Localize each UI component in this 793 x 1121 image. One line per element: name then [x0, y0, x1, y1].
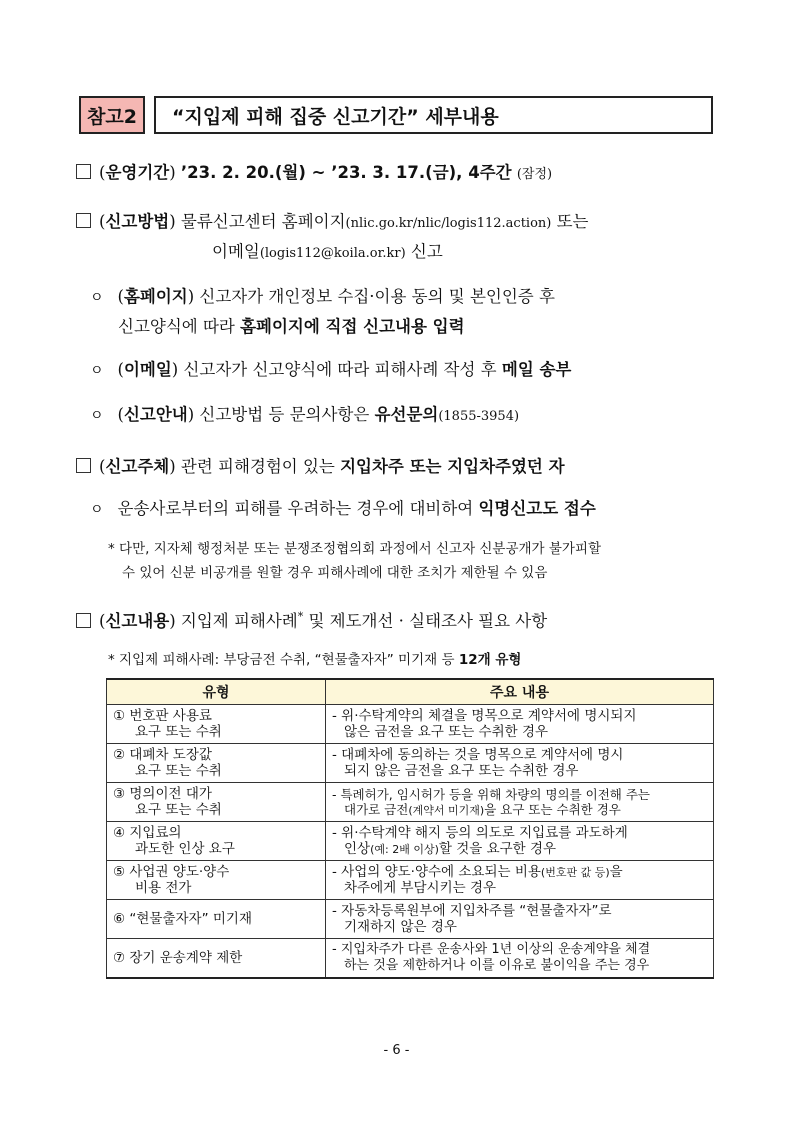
content-cell: - 자동차등록원부에 지입차주를 “현물출자자”로 기재하지 않은 경우 [326, 900, 714, 939]
section-method: (신고방법) 물류신고센터 홈페이지(nlic.go.kr/nlic/logis112.action) 또는 [76, 211, 588, 233]
subject-bold: 지입차주 또는 지입차주였던 자 [340, 457, 565, 476]
footnote [108, 651, 521, 669]
reference-tag: 참고2 [79, 96, 145, 134]
footnote-text: * 지입제 피해사례: 부당금전 수취, “현물출자자” 미기재 등 [108, 652, 455, 668]
circle-bullet-icon: ㅇ [90, 363, 104, 379]
item-homepage: ㅇ (홈페이지) 신고자가 개인정보 수집·이용 동의 및 본인인증 후 [90, 287, 555, 306]
email-text: 신고자가 신고양식에 따라 피해사례 작성 후 [183, 360, 497, 379]
caveat-line-2: 수 있어 신분 비공개를 원할 경우 피해사례에 대한 조치가 제한될 수 있음 [122, 565, 548, 581]
method-email: (logis112@koila.or.kr) [259, 246, 406, 261]
circle-bullet-icon: ㅇ [90, 408, 104, 424]
content-cell: - 특례허가, 임시허가 등을 위해 차량의 명의를 이전해 주는 대가로 금전(계약서 미기재)을 요구 또는 수취한 경우 [326, 783, 714, 822]
homepage-bold: 홈페이지에 직접 신고내용 입력 [240, 317, 465, 336]
homepage-text-1: 신고자가 개인정보 수집·이용 동의 및 본인인증 후 [199, 287, 555, 306]
table-row [107, 705, 714, 744]
checkbox-square-icon [76, 164, 91, 179]
header-content: 주요 내용 [326, 679, 714, 705]
circle-bullet-icon: ㅇ [90, 290, 104, 306]
type-cell: ① 번호판 사용료 요구 또는 수취 [107, 705, 326, 744]
footnote-bold: 12개 유형 [458, 652, 522, 668]
checkbox-square-icon [76, 213, 91, 228]
content-cell: - 대폐차에 동의하는 것을 명목으로 계약서에 명시 되지 않은 금전을 요구 또는 수취한 경우 [326, 744, 714, 783]
method-url: (nlic.go.kr/nlic/logis112.action) [345, 216, 552, 231]
content-cell: - 지입차주가 다른 운송사와 1년 이상의 운송계약을 체결 하는 것을 제한하거나 이를 이유로 불이익을 주는 경우 [326, 939, 714, 979]
section-content: (신고내용) 지입제 피해사례* 및 제도개선 · 실태조사 필요 사항 [76, 610, 547, 633]
table-row [107, 900, 714, 939]
email-bold: 메일 송부 [501, 360, 572, 379]
item-email: ㅇ (이메일) 신고자가 신고양식에 따라 피해사례 작성 후 메일 송부 [90, 360, 572, 379]
type-cell: ② 대폐차 도장값 요구 또는 수취 [107, 744, 326, 783]
email-label: 이메일 [123, 360, 172, 379]
content-cell: - 위·수탁계약 해지 등의 의도로 지입료를 과도하게 인상(예: 2배 이상)할 것을 요구한 경우 [326, 822, 714, 861]
period-value: ’23. 2. 20.(월) ~ ’23. 3. 17.(금), 4주간 [180, 163, 512, 182]
caveat-line-1: * 다만, 지자체 행정처분 또는 분쟁조정협의회 과정에서 신고자 신분공개가 불가피할 [108, 541, 602, 557]
guide-bold: 유선문의 [374, 405, 439, 424]
type-cell: ④ 지입료의 과도한 인상 요구 [107, 822, 326, 861]
guide-label: 신고안내 [123, 405, 188, 424]
method-label: 신고방법 [105, 212, 170, 231]
section-subject: (신고주체) 관련 피해경험이 있는 지입차주 또는 지입차주였던 자 [76, 456, 565, 478]
table-row [107, 939, 714, 979]
table-header-row [107, 679, 714, 705]
method-text-a: 물류신고센터 홈페이지 [180, 212, 346, 231]
content-label: 신고내용 [105, 611, 170, 631]
period-note: (잠정) [516, 167, 553, 182]
homepage-text-2: 신고양식에 따라 [118, 317, 235, 336]
content-cell: - 사업의 양도·양수에 소요되는 비용(번호판 값 등)을 차주에게 부담시키는 경우 [326, 861, 714, 900]
method-text-c: 이메일 [212, 242, 260, 261]
checkbox-square-icon [76, 613, 91, 628]
method-line-2 [212, 241, 443, 263]
homepage-label: 홈페이지 [123, 287, 188, 306]
page-title: “지입제 피해 집중 신고기간” 세부내용 [154, 96, 713, 134]
content-text-1: 지입제 피해사례 [180, 611, 298, 631]
table-row [107, 744, 714, 783]
table-row [107, 783, 714, 822]
guide-text: 신고방법 등 문의사항은 [199, 405, 370, 424]
homepage-line-2 [118, 316, 465, 338]
guide-phone: (1855-3954) [438, 409, 520, 424]
type-cell: ③ 명의이전 대가 요구 또는 수취 [107, 783, 326, 822]
table-row [107, 822, 714, 861]
method-text-b: 또는 [556, 212, 589, 231]
method-text-d: 신고 [410, 242, 443, 261]
type-table [106, 678, 714, 979]
section-period: (운영기간) ’23. 2. 20.(월) ~ ’23. 3. 17.(금), 4주간 (잠정) [76, 162, 552, 184]
item-anonymous [90, 498, 596, 520]
subject-label: 신고주체 [105, 457, 170, 476]
circle-bullet-icon: ㅇ [90, 502, 104, 518]
item-guide: ㅇ (신고안내) 신고방법 등 문의사항은 유선문의(1855-3954) [90, 405, 520, 424]
header-type: 유형 [107, 679, 326, 705]
period-label: 운영기간 [105, 163, 170, 182]
checkbox-square-icon [76, 458, 91, 473]
anon-bold: 익명신고도 접수 [478, 499, 596, 518]
anon-text: 운송사로부터의 피해를 우려하는 경우에 대비하여 [117, 499, 474, 518]
table-row [107, 861, 714, 900]
subject-text: 관련 피해경험이 있는 [180, 457, 335, 476]
page-number: - 6 - [383, 1043, 410, 1058]
content-text-2: 및 제도개선 · 실태조사 필요 사항 [308, 611, 548, 631]
content-cell: - 위·수탁계약의 체결을 명목으로 계약서에 명시되지 않은 금전을 요구 또는 수취한 경우 [326, 705, 714, 744]
type-cell: ⑤ 사업권 양도·양수 비용 전가 [107, 861, 326, 900]
footnote-star: * [297, 610, 304, 623]
type-cell: ⑥ “현물출자자” 미기재 [107, 900, 326, 939]
type-cell: ⑦ 장기 운송계약 제한 [107, 939, 326, 979]
